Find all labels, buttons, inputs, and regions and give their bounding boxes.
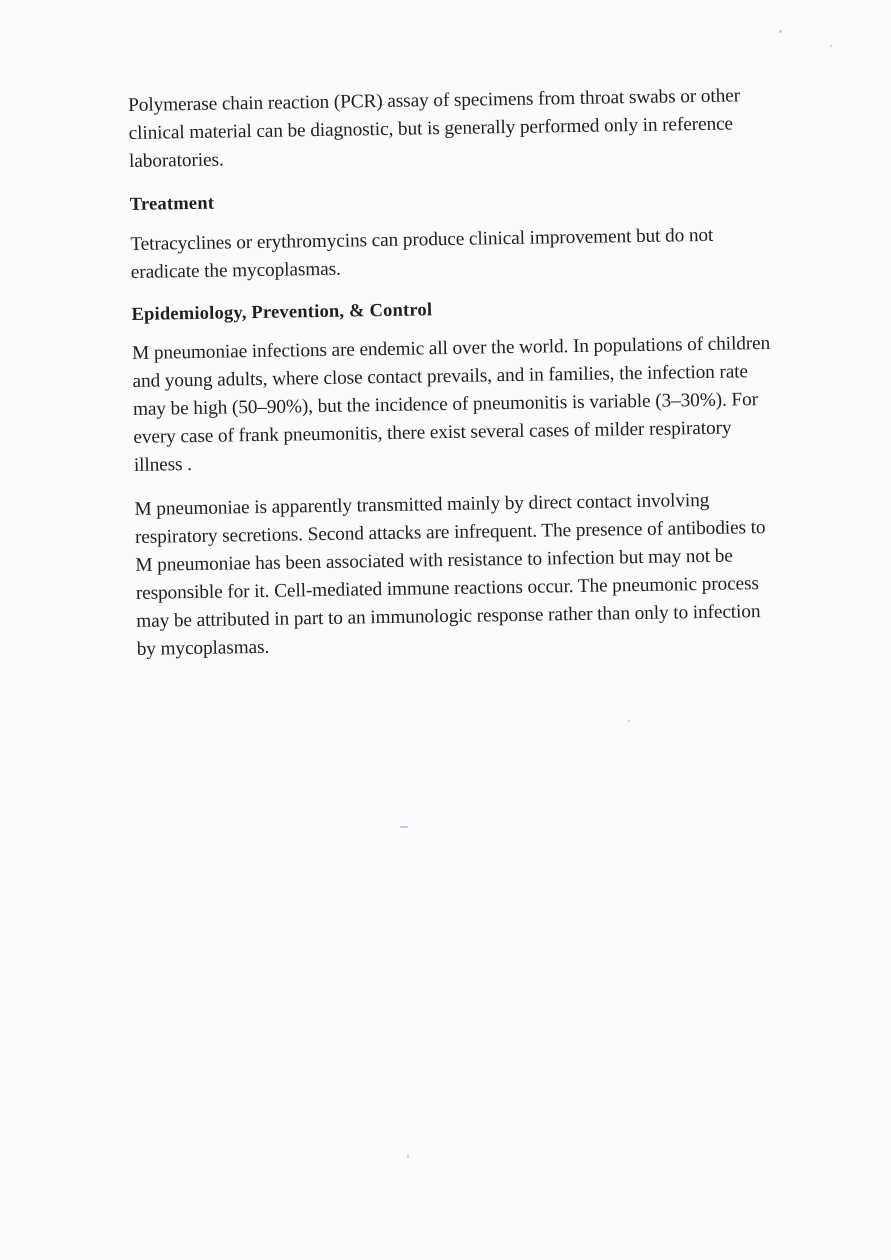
heading-treatment: Treatment (129, 193, 215, 215)
scan-speck (400, 826, 408, 828)
document-body (128, 82, 777, 664)
paragraph-treatment: Tetracyclines or erythromycins can produce clinical improvement but do not eradicate the mycoplasmas. (130, 224, 714, 283)
paragraph-epidemiology-transmission: M pneumoniae is apparently transmitted mainly by direct contact involving respiratory secretions. Second attacks are infrequent. The presence of antibodies to M pneumoniae has been associated with resistance to infection but may not be responsible for it. Cell-mediated immune reactions occur. The pneumonic process may be attributed in part to an immunologic response rather than only to infection by mycoplasmas. (134, 489, 766, 660)
scan-speck (407, 1155, 409, 1158)
paragraph-epidemiology-incidence: M pneumoniae infections are endemic all over the world. In populations of children and young adults, where close contact prevails, and in families, the infection rate may be high (50–90%), but the incidence of pneumonitis is variable (3–30%). For every case of frank pneumonitis, there exist several cases of milder respiratory illness . (131, 332, 771, 476)
heading-epidemiology: Epidemiology, Prevention, & Control (131, 300, 433, 325)
scan-speck (628, 720, 630, 722)
paragraph-pcr-diagnosis: Polymerase chain reaction (PCR) assay of specimens from throat swabs or other clinical material can be diagnostic, but is generally performed only in reference laboratories. (128, 85, 741, 172)
scan-speck (779, 30, 782, 33)
scan-speck (830, 45, 832, 47)
